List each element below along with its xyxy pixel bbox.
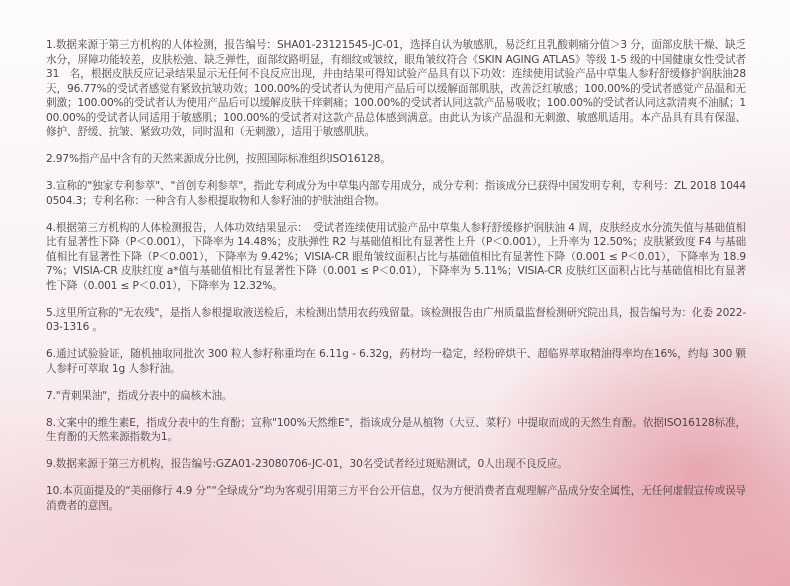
footnotes-list [46,38,757,526]
footnote-3: 3.宣称的"独家专利参萃"、"首创专利参萃"，指此专利成分为中草集内部专用成分，成分专利：指该成分已获得中国发明专利，专利号：ZL 2018 10440504.3；专利名称：一种含有人参根提取物和人参籽油的护肤油组合物。 [46,180,746,207]
footnote-6: 6.通过试验验证，随机抽取同批次 300 粒人参籽称重均在 6.11g - 6.32g，药材均一稳定，经粉碎烘干、超临界萃取精油得率均在16%，约每 300 颗人参籽可萃取 1g 人参籽油。 [46,348,746,375]
footnote-5: 5.这里所宣称的"无农残"，是指人参根提取液送检后，未检测出禁用农药残留量。该检测报告由广州质量监督检测研究院出具，报告编号为：化委 2022-03-1316 。 [46,306,747,333]
footnote-4: 4.根据第三方机构的人体检测报告，人体功效结果显示： 受试者连续使用试验产品中草集人参籽舒缓修护润肤油 4 周，皮肤经皮水分流失值与基础值相比有显著性下降（P＜0.001），下降率为 14.48%；皮肤弹性 R2 与基础值相比有显著性上升（P＜0.001），上升率为 12.50%；皮肤紧致度 F4 与基础值相比有显著性下降（P＜0.001），下降率为 9.42%；VISIA-CR 眼角皱纹面积占比与基础值相比有显著性下降（0.001 ≤ P＜0.01），下降率为 18.97%；VISIA-CR 皮肤红度 a*值与基础值相比有显著性下降（0.001 ≤ P＜0.01），下降率为 5.11%；VISIA-CR 皮肤红区面积占比与基础值相比有显著性下降（0.001 ≤ P＜0.01），下降率为 12.32%。 [46,221,746,292]
footnote-8: 8.文案中的维生素E，指成分表中的生育酚；宣称"100%天然维E"，指该成分是从植物（大豆、菜籽）中提取而成的天然生育酚。依据ISO16128标准，生育酚的天然来源指数为1。 [46,416,746,443]
footnote-1: 1.数据来源于第三方机构的人体检测，报告编号：SHA01-23121545-JC-01，选择自认为敏感肌，易泛红且乳酸刺痛分值＞3 分，面部皮肤干燥、缺乏水分，屏障功能较差，皮肤松弛、缺乏弹性，面部纹路明显，有细纹或皱纹，眼角皱纹符合《SKIN AGING ATLAS》等级 1-5 级的中国健康女性受试者 31 名，根据皮肤反应记录结果显示无任何不良反应出现，并由结果可得知试验产品具有以下功效：连续使用试验产品中草集人参籽舒缓修护润肤油28天，96.77%的受试者感觉有紧致抗皱功效；100.00%的受试者认为使用产品后可以缓解面部肌肤，改善泛红敏感；100.00%的受试者感觉产品温和无刺激；100.00%的受试者认为使用产品后可以缓解皮肤干痒刺痛；100.00%的受试者认同这款产品易吸收；100.00%的受试者认同这款清爽不油腻；100.00%的受试者认同适用于敏感肌；100.00%的受试者对这款产品总体感到满意。由此认为该产品温和无刺激、敏感肌适用。本产品具有具有保湿、修护、舒缓、抗皱、紧致功效，同时温和（无刺激），适用于敏感肌肤。 [46,39,757,138]
footnote-2: 2.97%指产品中含有的天然来源成分比例，按照国际标准组织ISO16128。 [46,153,391,165]
footnote-9: 9.数据来源于第三方机构，报告编号:GZA01-23080706-JC-01，30名受试者经过斑贴测试，0人出现不良反应。 [46,458,568,470]
footnote-7: 7."青刺果油"，指成分表中的扁核木油。 [46,389,233,402]
footnote-10: 10.本页面提及的“美丽修行 4.9 分”“全绿成分”均为客观引用第三方平台公开信息，仅为方便消费者直观理解产品成分安全属性，无任何虚假宣传或误导消费者的意图。 [46,485,746,512]
